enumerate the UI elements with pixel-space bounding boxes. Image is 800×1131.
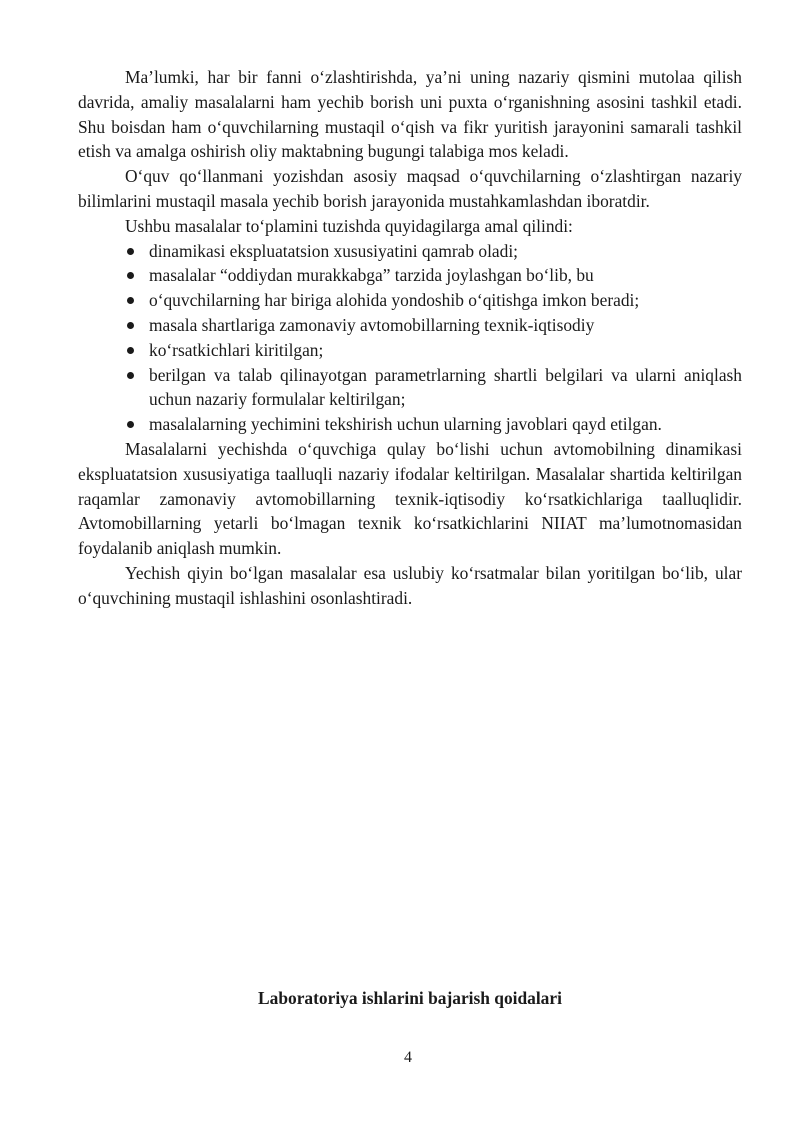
page-number: 4 <box>404 1049 412 1066</box>
list-item: masalalarning yechimini tekshirish uchun ularning javoblari qayd etilgan. <box>78 412 742 437</box>
list-item: masala shartlariga zamonaviy avtomobillarning texnik-iqtisodiy <box>78 313 742 338</box>
bullet-icon <box>127 347 134 354</box>
list-item: masalalar “oddiydan murakkabga” tarzida joylashgan bo‘lib, bu <box>78 263 742 288</box>
bullet-icon <box>127 272 134 279</box>
bullet-icon <box>127 322 134 329</box>
list-item: ko‘rsatkichlari kiritilgan; <box>78 338 742 363</box>
list-item: o‘quvchilarning har biriga alohida yondoshib o‘qitishga imkon beradi; <box>78 288 742 313</box>
paragraph-guidance: Yechish qiyin bo‘lgan masalalar esa uslubiy ko‘rsatmalar bilan yoritilgan bo‘lib, ular o‘quvchining mustaqil ishlashini osonlashtiradi. <box>78 562 742 608</box>
list-item: berilgan va talab qilinayotgan parametrlarning shartli belgilari va ularni aniqlash uchun nazariy formulalar keltirilgan; <box>78 363 742 413</box>
paragraph-intro: Ma’lumki, har bir fanni o‘zlashtirishda, ya’ni uning nazariy qismini mutolaa qilish davrida, amaliy masalalarni ham yechib borish uni puxta o‘rganishning asosini tashkil etadi. Shu boisdan ham o‘quvchilarning mustaqil o‘qish va fikr yuritish jarayonini samarali tashkil etish va amalga oshirish oliy maktabning bugungi talabiga mos keladi. <box>78 67 742 162</box>
paragraph-principles-intro: Ushbu masalalar to‘plamini tuzishda quyidagilarga amal qilindi: <box>125 215 573 236</box>
bullet-icon <box>127 248 134 255</box>
list-item: dinamikasi ekspluatatsion xususiyatini qamrab oladi; <box>78 239 742 264</box>
bullet-icon <box>127 297 134 304</box>
paragraph-solving: Masalalarni yechishda o‘quvchiga qulay bo‘lishi uchun avtomobilning dinamikasi ekspluatatsion xususiyatiga taalluqli nazariy ifodalar keltirilgan. Masalalar shartida keltirilgan raqamlar zamonaviy avtomobillarning texnik-iqtisodiy ko‘rsatkichlariga taalluqlidir. Avtomobillarning yetarli bo‘lmagan texnik ko‘rsatkichlarini NIIAT ma’lumotnomasidan foydalanib aniqlash mumkin. <box>78 438 742 559</box>
bullet-icon <box>127 372 134 379</box>
bullet-icon <box>127 421 134 428</box>
body-text <box>78 65 742 611</box>
principles-list <box>78 239 742 437</box>
section-heading: Laboratoriya ishlarini bajarish qoidalari <box>258 988 562 1008</box>
paragraph-purpose: O‘quv qo‘llanmani yozishdan asosiy maqsad o‘quvchilarning o‘zlashtirgan nazariy bilimlarini mustaqil masala yechib borish jarayonida mustahkamlashdan iboratdir. <box>78 166 742 211</box>
